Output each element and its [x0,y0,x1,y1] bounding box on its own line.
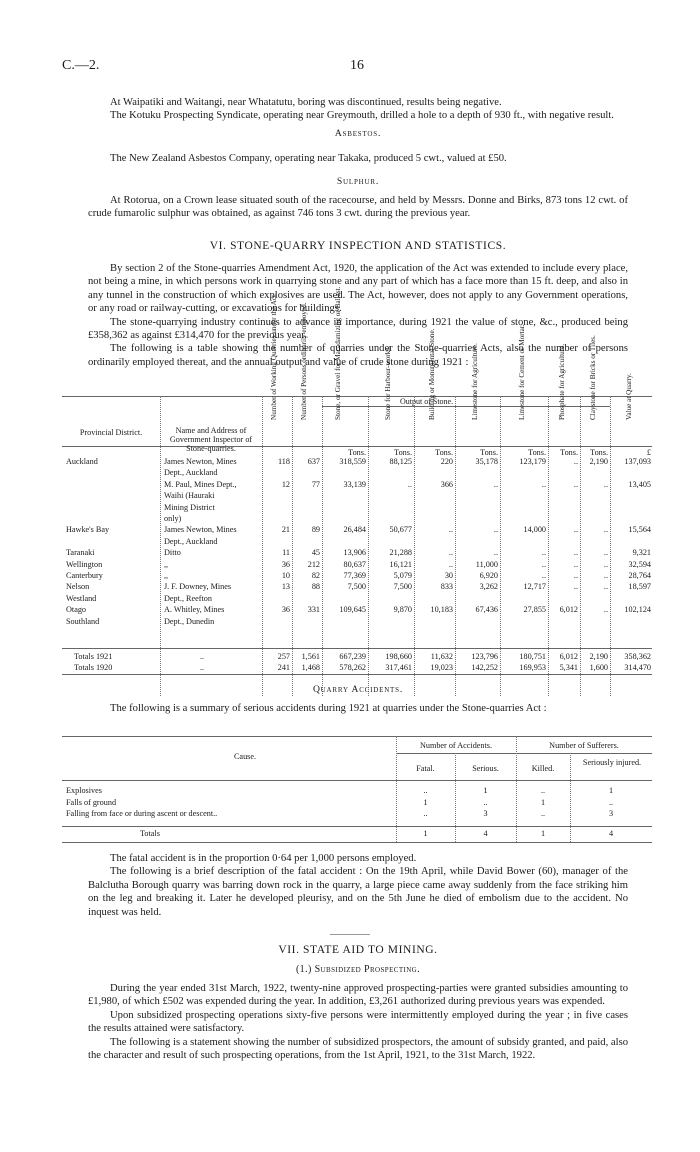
accidents-top-rule [62,736,652,737]
asbestos-paragraph [88,152,628,165]
cause-cell: Explosives [66,786,102,795]
leader-dots: .. [200,663,205,672]
total-cell: 4 [608,829,614,838]
value-cell: 67,436 [475,605,498,615]
unit-label: £ [646,448,651,457]
sufferers-group-header: Number of Sufferers. [549,741,619,750]
column-divider [262,396,263,696]
column-divider [500,396,501,696]
section-7-paragraph: Upon subsidized prospecting operations sixty-five persons were intermittently employed during the year ; in five cases the results attained were satisfactory. [88,1009,628,1035]
totals-rule [62,648,652,649]
value-cell: .. [573,479,578,489]
vertical-column-header: Claystone for Bricks or Tiles. [589,335,597,420]
vertical-column-header: Value at Quarry. [625,373,633,420]
value-cell: 33,139 [343,479,366,489]
value-cell: 833 [440,582,453,592]
district-column-header: Provincial District. [79,428,143,437]
inspector-cell: Waihi (Hauraki [164,491,215,501]
fatal-column-header: Fatal. [416,764,435,773]
district-cell: Southland [66,616,100,626]
report-code: C.—2. [62,58,100,73]
vertical-column-header: Phosphate for Agriculture. [558,343,566,420]
column-divider [292,396,293,696]
district-cell: Canterbury [66,571,103,580]
value-cell: 5,079 [393,571,412,580]
inspector-cell: Dept., Auckland [164,536,218,546]
total-cell: 5,341 [559,663,578,672]
value-cell: .. [573,571,578,580]
column-divider [414,396,415,696]
value-cell: 77 [311,479,320,489]
inspector-cell: Dept., Auckland [164,468,218,478]
inspector-cell: Dept., Reefton [164,593,212,603]
district-cell: Westland [66,593,97,603]
value-cell: 26,484 [343,525,366,535]
value-cell: 123,179 [519,457,546,466]
district-cell: Taranaki [66,548,95,558]
sulphur-paragraph [88,194,628,221]
count-cell: .. [423,809,428,818]
cause-cell: Falls of ground [66,797,117,807]
value-cell: 212 [307,559,320,569]
count-cell: .. [483,797,488,807]
column-divider [368,396,369,696]
accidents-paragraph: The fatal accident is in the proportion 0·64 per 1,000 persons employed. [110,853,417,864]
value-cell: 10,183 [430,605,453,615]
value-cell: 13 [281,582,290,592]
count-cell: 1 [540,797,546,807]
intro-paragraph: The Kotuku Prospecting Syndicate, operating near Greymouth, drilled a hole to a depth of 930 ft., with negative result. [110,110,614,122]
value-cell: .. [493,479,498,489]
value-cell: .. [541,571,546,580]
column-divider [610,396,611,696]
total-cell: 1 [423,829,428,838]
count-cell: .. [608,797,614,807]
inspector-cell: Mining District [164,502,215,512]
accidents-paragraph: The following is a brief description of the fatal accident : On the 19th April, while David Bower (60), manager of the Balclutha Borough quarry was barring down rock in the quarry, a large piece came away suddenly from the face striking him on the leg and breaking it. Later he developed pleurisy, and on the 5th June he died of embolism due to the accident. No inquest was held. [88,866,628,918]
value-cell: .. [603,525,608,535]
value-cell: 30 [444,571,453,580]
section-7-paragraph: During the year ended 31st March, 1922, twenty-nine approved prospecting-parties were granted subsidies amounting to £1,980, of which £502 was expended during the year. In addition, £3,261 authorized during previous years was expended. [88,983,628,1008]
output-group-header: Output of Stone. [400,397,454,406]
total-cell: 198,660 [385,652,412,661]
value-cell: .. [573,582,578,592]
value-cell: 32,594 [628,559,651,569]
column-divider [455,396,456,696]
injured-column-header: Seriously injured. [582,758,642,767]
vertical-column-header: Number of Working Quarries under the Act. [270,293,278,420]
total-cell: 2,190 [589,652,608,661]
total-cell: 1 [540,829,546,838]
inspector-cell: A. Whitley, Mines [164,605,225,615]
accidents-heading: Quarry Accidents. [312,684,404,695]
total-cell: 1,561 [301,652,320,661]
section-6-paragraph: By section 2 of the Stone-quarries Amendment Act, 1920, the application of the Act was extended to include every place, not being a mine, in which persons work in quarrying stone and any part of which has a face more than 15 ft. deep, and also in any tunnel in the construction of which explosives are used. The Act, however, does not apply to any Government operations, or any road or railway-cutting, or excavations for buildings. [88,263,628,315]
value-cell: 27,855 [523,605,546,615]
accidents-intro: The following is a summary of serious accidents during 1921 at quarries under the Stone-quarries Act : [110,703,547,714]
value-cell: 6,012 [559,605,578,615]
value-cell: .. [541,479,546,489]
value-cell: .. [603,548,608,558]
value-cell: .. [448,559,453,569]
value-cell: 3,262 [479,582,498,592]
table-bottom-rule [62,674,652,675]
intro-block [88,96,628,123]
district-cell: Auckland [66,457,98,466]
value-cell: 21,288 [389,548,412,558]
value-cell: 137,093 [624,457,651,466]
total-cell: 358,362 [624,652,651,661]
total-cell: 123,796 [471,652,498,661]
vertical-column-header: Limestone for Agriculture. [471,343,479,420]
value-cell: .. [573,559,578,569]
value-cell: 13,405 [628,479,651,489]
total-cell: 6,012 [559,652,578,661]
section-separator [330,934,370,935]
count-cell: 1 [423,797,428,807]
value-cell: 331 [307,605,320,615]
count-cell: .. [540,809,546,818]
value-cell: 7,500 [393,582,412,592]
serious-column-header: Serious. [472,764,499,773]
unit-label: Tons. [480,448,498,457]
value-cell: 11,000 [475,559,498,569]
inspector-cell: James Newton, Mines [164,525,237,535]
value-cell: 318,559 [339,457,366,466]
inspector-cell: J. F. Downey, Mines [164,582,232,592]
leader-dots: .. [200,652,205,661]
value-cell: 35,178 [475,457,498,466]
sulphur-text: At Rotorua, on a Crown lease situated south of the racecourse, and held by Messrs. Donne and Birks, 873 tons 12 cwt. of crude fumarolic sulphur was obtained, as against 746 tons 3 cwt. during the previous year. [88,195,628,220]
value-cell: .. [541,559,546,569]
totals-label: Totals 1920 [74,663,113,672]
district-cell: Wellington [66,559,103,569]
accidents-group-rule [396,753,652,754]
count-cell: 3 [608,809,614,818]
count-cell: .. [423,786,428,795]
unit-label: Tons. [435,448,453,457]
section-7-subheading: (1.) Subsidized Prospecting. [295,964,421,975]
value-cell: 13,906 [343,548,366,558]
section-7-heading: VII. STATE AID TO MINING. [278,944,438,956]
value-cell: 118 [278,457,290,466]
value-cell: 88 [311,582,320,592]
accidents-totals-rule [62,826,652,827]
vertical-column-header: Number of Persons ordinarily employed. [300,302,308,420]
section-6-paragraph: The stone-quarrying industry continues to advance in importance, during 1921 the value of stone, &c., produced being £358,362 as against £314,470 for the previous year. [88,316,628,342]
accidents-group-header: Number of Accidents. [419,741,493,750]
value-cell: .. [407,479,412,489]
inspector-cell: M. Paul, Mines Dept., [164,479,237,489]
total-cell: 19,023 [430,663,453,672]
inspector-column-header: Name and Address of Government Inspector of Stone-quarries. [169,426,253,453]
total-cell: 180,751 [519,652,546,661]
value-cell: 12,717 [523,582,546,592]
total-cell: 241 [277,663,290,672]
value-cell: 9,870 [393,605,412,615]
unit-label: Tons. [590,448,608,457]
count-cell: 3 [483,809,488,818]
value-cell: 102,124 [624,605,651,615]
vertical-column-header: Stone, or Gravel for Macadamizing or Ballast. [334,286,342,420]
section-6-paragraph: The following is a table showing the number of quarries under the Stone-quarries Acts, also the number of persons ordinarily employed thereat, and the annual output and value of crude stone during 1921 : [88,343,628,368]
value-cell: .. [603,571,608,580]
district-cell: Otago [66,605,87,615]
accidents-header-rule [62,780,652,781]
column-divider [322,396,323,696]
column-divider [160,396,161,696]
value-cell: .. [573,525,578,535]
value-cell: .. [448,525,453,535]
total-cell: 578,262 [339,663,366,672]
column-divider [548,396,549,696]
section-7-paragraph: The following is a statement showing the number of subsidized prospectors, the amount of subsidy granted, and paid, also the character and result of such prospecting operations, from the 1st April, 1921, to the 31st March, 1922. [88,1036,628,1062]
unit-label: Tons. [560,448,578,457]
total-cell: 257 [277,652,290,661]
total-cell: 169,953 [519,663,546,672]
inspector-cell: Ditto [164,548,181,558]
output-group-rule [322,406,610,407]
value-cell: .. [448,548,453,558]
total-cell: 1,600 [589,663,608,672]
value-cell: 16,121 [389,559,412,569]
accidents-intro-block [88,702,628,715]
inspector-cell: James Newton, Mines [164,457,237,466]
asbestos-heading: Asbestos. [334,128,382,139]
value-cell: 88,125 [389,457,412,466]
value-cell: 2,190 [589,457,608,466]
total-cell: 4 [483,829,488,838]
totals-label: Totals 1921 [74,652,113,661]
inspector-cell: ,, [164,571,169,580]
vertical-column-header: Stone for Harbour-works. [384,346,392,420]
value-cell: 366 [440,479,453,489]
value-cell: .. [493,525,498,535]
totals-label: Totals [140,829,160,838]
cause-column-header: Cause. [233,752,257,761]
page-number: 16 [350,58,364,73]
table-header-rule [62,446,652,447]
total-cell: 11,632 [430,652,453,661]
killed-column-header: Killed. [531,764,555,773]
accidents-bottom-rule [62,842,652,843]
value-cell: .. [603,479,608,489]
value-cell: 36 [281,605,290,615]
sulphur-heading: Sulphur. [336,176,380,187]
intro-paragraph: At Waipatiki and Waitangi, near Whatatutu, boring was discontinued, results being negative. [110,97,502,108]
total-cell: 314,470 [624,663,651,672]
count-cell: .. [540,786,546,795]
value-cell: 637 [307,457,320,466]
unit-label: Tons. [528,448,546,457]
value-cell: 7,500 [347,582,366,592]
value-cell: 11 [282,548,290,558]
value-cell: .. [573,457,578,466]
unit-label: Tons. [348,448,366,457]
value-cell: 50,677 [389,525,412,535]
value-cell: 9,321 [632,548,651,558]
total-cell: 142,252 [471,663,498,672]
section-6-body [88,262,628,369]
section-6-heading: VI. STONE-QUARRY INSPECTION AND STATISTICS. [209,240,507,252]
value-cell: .. [603,582,608,592]
value-cell: 28,764 [628,571,651,580]
value-cell: 220 [440,457,453,466]
value-cell: 77,369 [343,571,366,580]
count-cell: 1 [608,786,614,795]
unit-label: Tons. [394,448,412,457]
asbestos-text: The New Zealand Asbestos Company, operating near Takaka, produced 5 cwt., valued at £50. [110,153,507,164]
value-cell: .. [603,605,608,615]
column-divider [570,753,571,842]
district-cell: Hawke's Bay [66,525,110,535]
value-cell: 109,645 [339,605,366,615]
value-cell: 82 [311,571,320,580]
value-cell: .. [573,548,578,558]
value-cell: 14,000 [523,525,546,535]
district-cell: Nelson [66,582,90,592]
accidents-description [88,852,628,919]
value-cell: 18,597 [628,582,651,592]
value-cell: 45 [311,548,320,558]
value-cell: 15,564 [628,525,651,535]
inspector-cell: Dept., Dunedin [164,616,215,626]
value-cell: 6,920 [479,571,498,580]
column-divider [580,396,581,696]
value-cell: 36 [281,559,290,569]
total-cell: 1,468 [301,663,320,672]
inspector-cell: only) [164,514,182,523]
value-cell: .. [603,559,608,569]
vertical-column-header: Limestone for Cement or Mortar. [518,324,526,420]
value-cell: 21 [281,525,290,535]
cause-cell: Falling from face or during ascent or descent.. [66,809,218,818]
count-cell: 1 [483,786,488,795]
section-7-body [88,982,628,1062]
value-cell: .. [541,548,546,558]
vertical-column-header: Building or Monumental Stone. [428,328,436,420]
inspector-cell: ,, [164,559,169,569]
value-cell: 80,637 [343,559,366,569]
value-cell: 89 [311,525,320,535]
value-cell: .. [493,548,498,558]
value-cell: 12 [281,479,290,489]
total-cell: 667,239 [339,652,366,661]
total-cell: 317,461 [385,663,412,672]
value-cell: 10 [281,571,290,580]
